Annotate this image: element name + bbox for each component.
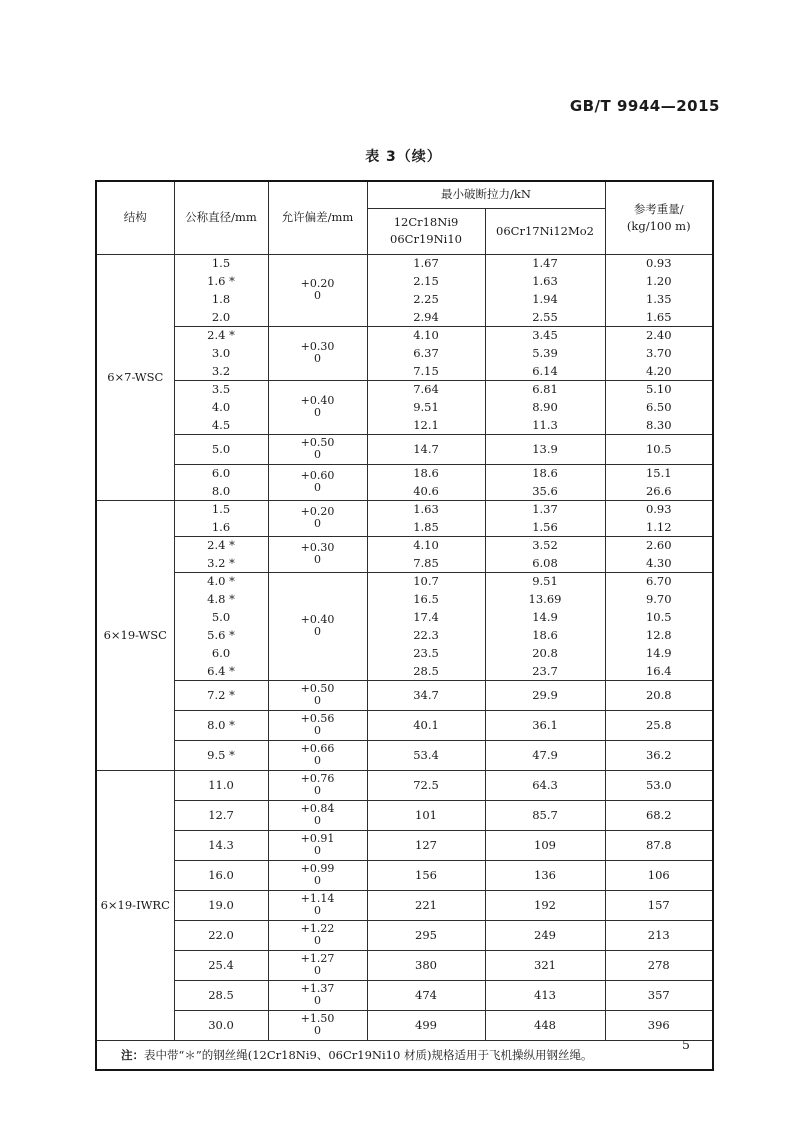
cell-tolerance: +1.50 0 (268, 1010, 367, 1040)
cell-diameter: 16.0 (174, 860, 268, 890)
table-row (96, 608, 713, 626)
cell-force-b: 9.51 (485, 572, 605, 590)
cell-force-a: 295 (367, 920, 485, 950)
cell-weight: 6.70 (605, 572, 713, 590)
cell-weight: 20.8 (605, 680, 713, 710)
cell-force-a: 7.85 (367, 554, 485, 572)
table-row (96, 890, 713, 920)
cell-diameter: 1.5 (174, 500, 268, 518)
spec-table (95, 180, 714, 1071)
cell-diameter: 25.4 (174, 950, 268, 980)
cell-tolerance: +0.30 0 (268, 536, 367, 572)
cell-diameter: 5.0 (174, 608, 268, 626)
cell-diameter: 6.4 * (174, 662, 268, 680)
cell-diameter: 30.0 (174, 1010, 268, 1040)
cell-force-a: 380 (367, 950, 485, 980)
table-body (96, 254, 713, 1040)
cell-diameter: 3.2 (174, 362, 268, 380)
cell-force-a: 7.15 (367, 362, 485, 380)
table-row (96, 518, 713, 536)
cell-weight: 8.30 (605, 416, 713, 434)
cell-weight: 16.4 (605, 662, 713, 680)
standard-code: GB/T 9944—2015 (569, 97, 720, 115)
cell-force-b: 1.47 (485, 254, 605, 272)
cell-force-b: 1.56 (485, 518, 605, 536)
cell-diameter: 2.4 * (174, 536, 268, 554)
table-row (96, 662, 713, 680)
cell-tolerance: +1.22 0 (268, 920, 367, 950)
cell-tolerance: +0.76 0 (268, 770, 367, 800)
cell-diameter: 4.0 (174, 398, 268, 416)
table-row (96, 272, 713, 290)
cell-diameter: 4.8 * (174, 590, 268, 608)
cell-force-a: 40.1 (367, 710, 485, 740)
table-row (96, 380, 713, 398)
table-row (96, 950, 713, 980)
cell-force-b: 321 (485, 950, 605, 980)
table-row (96, 344, 713, 362)
cell-force-b: 5.39 (485, 344, 605, 362)
cell-weight: 14.9 (605, 644, 713, 662)
cell-force-b: 18.6 (485, 626, 605, 644)
cell-force-a: 221 (367, 890, 485, 920)
cell-force-a: 14.7 (367, 434, 485, 464)
cell-weight: 12.8 (605, 626, 713, 644)
table-row (96, 770, 713, 800)
cell-tolerance: +1.27 0 (268, 950, 367, 980)
header-weight-line1: 参考重量/ (633, 202, 684, 217)
cell-diameter: 1.6 * (174, 272, 268, 290)
cell-weight: 1.65 (605, 308, 713, 326)
cell-diameter: 14.3 (174, 830, 268, 860)
header-material-a-line2: 06Cr19Ni10 (390, 232, 462, 246)
table-row (96, 464, 713, 482)
cell-force-a: 40.6 (367, 482, 485, 500)
cell-force-b: 6.81 (485, 380, 605, 398)
cell-force-b: 14.9 (485, 608, 605, 626)
cell-force-b: 18.6 (485, 464, 605, 482)
cell-diameter: 3.0 (174, 344, 268, 362)
cell-force-a: 72.5 (367, 770, 485, 800)
cell-force-a: 6.37 (367, 344, 485, 362)
cell-weight: 10.5 (605, 434, 713, 464)
cell-force-b: 1.37 (485, 500, 605, 518)
cell-diameter: 1.5 (174, 254, 268, 272)
cell-force-b: 413 (485, 980, 605, 1010)
note-label: 注： (121, 1047, 144, 1062)
cell-tolerance: +0.40 0 (268, 572, 367, 680)
cell-force-a: 2.15 (367, 272, 485, 290)
cell-structure: 6×19-IWRC (96, 770, 174, 1040)
table-row (96, 572, 713, 590)
table-header (96, 181, 713, 254)
cell-diameter: 6.0 (174, 644, 268, 662)
cell-weight: 106 (605, 860, 713, 890)
cell-weight: 2.60 (605, 536, 713, 554)
table-row (96, 500, 713, 518)
header-breaking-force: 最小破断拉力/kN (367, 181, 605, 208)
cell-force-a: 7.64 (367, 380, 485, 398)
cell-weight: 357 (605, 980, 713, 1010)
cell-force-a: 127 (367, 830, 485, 860)
header-material-a (367, 208, 485, 254)
table-row (96, 644, 713, 662)
cell-force-a: 4.10 (367, 536, 485, 554)
cell-force-b: 13.9 (485, 434, 605, 464)
cell-force-a: 12.1 (367, 416, 485, 434)
cell-diameter: 9.5 * (174, 740, 268, 770)
cell-weight: 36.2 (605, 740, 713, 770)
table-row (96, 434, 713, 464)
cell-weight: 278 (605, 950, 713, 980)
cell-diameter: 3.5 (174, 380, 268, 398)
note-text: 表中带“＊”的钢丝绳(12Cr18Ni9、06Cr19Ni10 材质)规格适用于飞机操纵用钢丝绳。 (144, 1047, 593, 1062)
table-row (96, 920, 713, 950)
table-row (96, 362, 713, 380)
header-diameter: 公称直径/mm (174, 181, 268, 254)
cell-force-a: 23.5 (367, 644, 485, 662)
cell-weight: 10.5 (605, 608, 713, 626)
table-row (96, 326, 713, 344)
cell-diameter: 5.6 * (174, 626, 268, 644)
cell-weight: 87.8 (605, 830, 713, 860)
cell-force-a: 10.7 (367, 572, 485, 590)
cell-force-a: 4.10 (367, 326, 485, 344)
table-row (96, 710, 713, 740)
cell-diameter: 12.7 (174, 800, 268, 830)
table-note (96, 1040, 713, 1070)
cell-weight: 213 (605, 920, 713, 950)
table-row (96, 398, 713, 416)
cell-force-b: 13.69 (485, 590, 605, 608)
cell-force-a: 17.4 (367, 608, 485, 626)
table-row (96, 680, 713, 710)
cell-diameter: 2.0 (174, 308, 268, 326)
header-material-b: 06Cr17Ni12Mo2 (485, 208, 605, 254)
table-row (96, 482, 713, 500)
cell-force-a: 28.5 (367, 662, 485, 680)
cell-force-a: 1.67 (367, 254, 485, 272)
cell-force-b: 109 (485, 830, 605, 860)
cell-tolerance: +0.40 0 (268, 380, 367, 434)
cell-tolerance: +0.50 0 (268, 680, 367, 710)
cell-tolerance: +0.30 0 (268, 326, 367, 380)
cell-force-a: 499 (367, 1010, 485, 1040)
cell-tolerance: +1.37 0 (268, 980, 367, 1010)
cell-tolerance: +0.91 0 (268, 830, 367, 860)
cell-weight: 2.40 (605, 326, 713, 344)
cell-force-b: 29.9 (485, 680, 605, 710)
cell-tolerance: +0.66 0 (268, 740, 367, 770)
cell-diameter: 1.6 (174, 518, 268, 536)
table-row (96, 1010, 713, 1040)
header-tolerance: 允许偏差/mm (268, 181, 367, 254)
table-row (96, 254, 713, 272)
cell-diameter: 4.0 * (174, 572, 268, 590)
cell-force-b: 85.7 (485, 800, 605, 830)
cell-diameter: 5.0 (174, 434, 268, 464)
cell-tolerance: +1.14 0 (268, 890, 367, 920)
header-material-a-line1: 12Cr18Ni9 (393, 215, 459, 230)
table-title: 表 3（续） (365, 149, 442, 165)
cell-weight: 53.0 (605, 770, 713, 800)
cell-force-a: 2.94 (367, 308, 485, 326)
cell-force-a: 156 (367, 860, 485, 890)
table-row (96, 590, 713, 608)
cell-weight: 0.93 (605, 254, 713, 272)
cell-force-a: 53.4 (367, 740, 485, 770)
cell-force-a: 18.6 (367, 464, 485, 482)
cell-force-b: 249 (485, 920, 605, 950)
table-row (96, 554, 713, 572)
cell-force-b: 6.14 (485, 362, 605, 380)
table-row (96, 800, 713, 830)
table-note-row (96, 1040, 713, 1070)
cell-structure: 6×19-WSC (96, 500, 174, 770)
cell-diameter: 28.5 (174, 980, 268, 1010)
cell-force-a: 2.25 (367, 290, 485, 308)
cell-weight: 4.20 (605, 362, 713, 380)
cell-structure: 6×7-WSC (96, 254, 174, 500)
cell-tolerance: +0.20 0 (268, 500, 367, 536)
cell-diameter: 7.2 * (174, 680, 268, 710)
cell-force-b: 1.63 (485, 272, 605, 290)
cell-weight: 5.10 (605, 380, 713, 398)
cell-force-b: 8.90 (485, 398, 605, 416)
cell-weight: 9.70 (605, 590, 713, 608)
cell-diameter: 11.0 (174, 770, 268, 800)
cell-force-b: 11.3 (485, 416, 605, 434)
header-weight (605, 181, 713, 254)
cell-weight: 26.6 (605, 482, 713, 500)
cell-diameter: 1.8 (174, 290, 268, 308)
cell-force-b: 35.6 (485, 482, 605, 500)
cell-tolerance: +0.99 0 (268, 860, 367, 890)
cell-force-b: 1.94 (485, 290, 605, 308)
cell-force-b: 6.08 (485, 554, 605, 572)
header-structure: 结构 (96, 181, 174, 254)
cell-weight: 6.50 (605, 398, 713, 416)
cell-weight: 0.93 (605, 500, 713, 518)
cell-tolerance: +0.20 0 (268, 254, 367, 326)
cell-force-a: 22.3 (367, 626, 485, 644)
cell-weight: 157 (605, 890, 713, 920)
table-row (96, 536, 713, 554)
cell-force-a: 16.5 (367, 590, 485, 608)
table-row (96, 416, 713, 434)
header-weight-line2: (kg/100 m) (626, 218, 691, 233)
cell-weight: 15.1 (605, 464, 713, 482)
table-row (96, 626, 713, 644)
cell-force-b: 448 (485, 1010, 605, 1040)
table-footer (96, 1040, 713, 1070)
cell-diameter: 8.0 (174, 482, 268, 500)
cell-force-a: 34.7 (367, 680, 485, 710)
cell-diameter: 2.4 * (174, 326, 268, 344)
table-row (96, 308, 713, 326)
cell-weight: 68.2 (605, 800, 713, 830)
cell-weight: 1.35 (605, 290, 713, 308)
cell-weight: 396 (605, 1010, 713, 1040)
cell-force-a: 474 (367, 980, 485, 1010)
page-number: 5 (682, 1037, 690, 1052)
cell-force-a: 101 (367, 800, 485, 830)
cell-tolerance: +0.56 0 (268, 710, 367, 740)
cell-force-b: 136 (485, 860, 605, 890)
cell-weight: 25.8 (605, 710, 713, 740)
table-row (96, 290, 713, 308)
cell-force-a: 9.51 (367, 398, 485, 416)
header-row-1 (96, 181, 713, 208)
cell-force-a: 1.63 (367, 500, 485, 518)
cell-force-b: 3.45 (485, 326, 605, 344)
cell-diameter: 19.0 (174, 890, 268, 920)
table-row (96, 740, 713, 770)
cell-diameter: 4.5 (174, 416, 268, 434)
cell-force-b: 47.9 (485, 740, 605, 770)
cell-diameter: 6.0 (174, 464, 268, 482)
cell-weight: 1.12 (605, 518, 713, 536)
cell-force-b: 192 (485, 890, 605, 920)
cell-weight: 4.30 (605, 554, 713, 572)
cell-diameter: 8.0 * (174, 710, 268, 740)
cell-diameter: 3.2 * (174, 554, 268, 572)
cell-weight: 1.20 (605, 272, 713, 290)
cell-force-b: 3.52 (485, 536, 605, 554)
table-row (96, 830, 713, 860)
cell-tolerance: +0.60 0 (268, 464, 367, 500)
cell-tolerance: +0.50 0 (268, 434, 367, 464)
cell-force-b: 36.1 (485, 710, 605, 740)
cell-diameter: 22.0 (174, 920, 268, 950)
cell-force-b: 20.8 (485, 644, 605, 662)
cell-weight: 3.70 (605, 344, 713, 362)
cell-force-b: 23.7 (485, 662, 605, 680)
table-row (96, 980, 713, 1010)
cell-tolerance: +0.84 0 (268, 800, 367, 830)
table-row (96, 860, 713, 890)
cell-force-b: 2.55 (485, 308, 605, 326)
cell-force-a: 1.85 (367, 518, 485, 536)
cell-force-b: 64.3 (485, 770, 605, 800)
